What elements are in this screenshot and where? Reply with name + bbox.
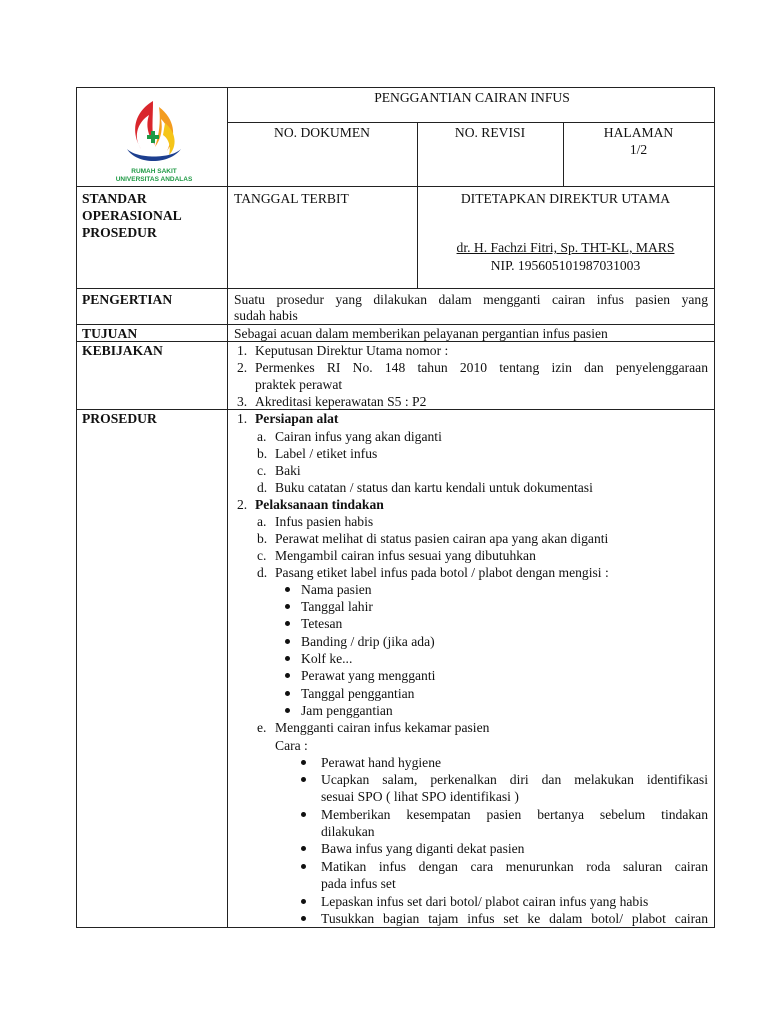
no-dokumen-label: NO. DOKUMEN bbox=[274, 125, 370, 140]
sop-label-1: STANDAR bbox=[82, 191, 147, 206]
halaman-label: HALAMAN bbox=[603, 125, 674, 140]
tujuan-text: Sebagai acuan dalam memberikan pelayanan pergantian infus pasien bbox=[234, 326, 608, 341]
substep-text: Mengganti cairan infus kekamar pasien bbox=[275, 720, 490, 735]
cara-item-cont: sesuai SPO ( lihat SPO identifikasi ) bbox=[321, 789, 519, 804]
grid-line bbox=[227, 88, 228, 927]
step-num: 2. bbox=[237, 497, 248, 512]
substep-letter: b. bbox=[257, 446, 268, 461]
grid-line bbox=[227, 122, 714, 123]
cara-label: Cara : bbox=[275, 738, 308, 753]
step-heading: Persiapan alat bbox=[255, 411, 339, 426]
substep-letter: c. bbox=[257, 463, 267, 478]
etiket-item: Banding / drip (jika ada) bbox=[301, 634, 435, 649]
cara-item: Ucapkan salam, perkenalkan diri dan melakukan identifikasi bbox=[321, 772, 708, 787]
substep-letter: a. bbox=[257, 514, 267, 529]
pengertian-label: PENGERTIAN bbox=[82, 292, 173, 307]
bullet-icon bbox=[285, 587, 290, 592]
etiket-item: Tanggal lahir bbox=[301, 599, 373, 614]
no-revisi-label: NO. REVISI bbox=[454, 125, 526, 140]
substep-letter: d. bbox=[257, 565, 268, 580]
kebijakan-item: Akreditasi keperawatan S5 : P2 bbox=[255, 394, 427, 409]
kebijakan-label: KEBIJAKAN bbox=[82, 343, 163, 358]
bullet-icon bbox=[285, 656, 290, 661]
bullet-icon bbox=[285, 621, 290, 626]
logo-text-1: RUMAH SAKIT bbox=[131, 168, 177, 175]
direktur-name: dr. H. Fachzi Fitri, Sp. THT-KL, MARS bbox=[456, 240, 675, 255]
substep-text: Cairan infus yang akan diganti bbox=[275, 429, 442, 444]
substep-text: Infus pasien habis bbox=[275, 514, 374, 529]
sop-label-2: OPERASIONAL bbox=[82, 208, 182, 223]
etiket-item: Kolf ke... bbox=[301, 651, 353, 666]
grid-line bbox=[77, 186, 714, 187]
substep-text: Label / etiket infus bbox=[275, 446, 378, 461]
tanggal-terbit-label: TANGGAL TERBIT bbox=[234, 191, 349, 206]
kebijakan-num: 2. bbox=[237, 360, 248, 375]
kebijakan-num: 1. bbox=[237, 343, 248, 358]
prosedur-label: PROSEDUR bbox=[82, 411, 157, 426]
logo-flame-yellow bbox=[163, 123, 175, 155]
etiket-item: Tanggal penggantian bbox=[301, 686, 415, 701]
cara-item: Bawa infus yang diganti dekat pasien bbox=[321, 841, 525, 856]
sop-document bbox=[76, 87, 715, 928]
bullet-icon bbox=[285, 604, 290, 609]
etiket-item: Nama pasien bbox=[301, 582, 372, 597]
kebijakan-item-cont: praktek perawat bbox=[255, 377, 343, 392]
tujuan-label: TUJUAN bbox=[82, 326, 138, 341]
step-heading: Pelaksanaan tindakan bbox=[255, 497, 384, 512]
bullet-icon bbox=[285, 673, 290, 678]
substep-text: Buku catatan / status dan kartu kendali untuk dokumentasi bbox=[275, 480, 593, 495]
kebijakan-num: 3. bbox=[237, 394, 248, 409]
substep-text: Pasang etiket label infus pada botol / plabot dengan mengisi : bbox=[275, 565, 609, 580]
hospital-logo bbox=[89, 93, 219, 183]
pengertian-line-2: sudah habis bbox=[234, 308, 298, 323]
bullet-icon bbox=[301, 916, 306, 921]
substep-letter: c. bbox=[257, 548, 267, 563]
step-num: 1. bbox=[237, 411, 248, 426]
substep-letter: b. bbox=[257, 531, 268, 546]
substep-text: Mengambil cairan infus sesuai yang dibutuhkan bbox=[275, 548, 536, 563]
cara-item-cont: pada infus set bbox=[321, 876, 396, 891]
logo-text-2: UNIVERSITAS ANDALAS bbox=[115, 176, 193, 183]
logo-cross-v bbox=[151, 131, 155, 143]
substep-letter: e. bbox=[257, 720, 267, 735]
direktur-nip: NIP. 195605101987031003 bbox=[490, 258, 641, 273]
bullet-icon bbox=[301, 812, 306, 817]
bullet-icon bbox=[285, 708, 290, 713]
ditetapkan-label: DITETAPKAN DIREKTUR UTAMA bbox=[460, 191, 671, 206]
etiket-item: Jam penggantian bbox=[301, 703, 393, 718]
bullet-icon bbox=[301, 760, 306, 765]
substep-text: Perawat melihat di status pasien cairan apa yang akan diganti bbox=[275, 531, 609, 546]
bullet-icon bbox=[285, 691, 290, 696]
kebijakan-item: Keputusan Direktur Utama nomor : bbox=[255, 343, 449, 358]
cara-item: Lepaskan infus set dari botol/ plabot cairan infus yang habis bbox=[321, 894, 649, 909]
etiket-item: Tetesan bbox=[301, 616, 343, 631]
pengertian-line-1: Suatu prosedur yang dilakukan dalam mengganti cairan infus pasien yang bbox=[234, 292, 708, 307]
grid-line bbox=[77, 288, 714, 289]
bullet-icon bbox=[301, 899, 306, 904]
sop-label-3: PROSEDUR bbox=[82, 225, 157, 240]
cara-item: Tusukkan bagian tajam infus set ke dalam botol/ plabot cairan bbox=[321, 911, 708, 926]
cara-item: Matikan infus dengan cara menurunkan roda saluran cairan bbox=[321, 859, 708, 874]
cara-item: Memberikan kesempatan pasien bertanya sebelum tindakan bbox=[321, 807, 708, 822]
cara-item-cont: dilakukan bbox=[321, 824, 375, 839]
bullet-icon bbox=[301, 864, 306, 869]
substep-text: Baki bbox=[275, 463, 301, 478]
substep-letter: a. bbox=[257, 429, 267, 444]
etiket-item: Perawat yang mengganti bbox=[301, 668, 436, 683]
kebijakan-item: Permenkes RI No. 148 tahun 2010 tentang izin dan penyelenggaraan bbox=[255, 360, 708, 375]
halaman-value: 1/2 bbox=[629, 142, 648, 157]
bullet-icon bbox=[301, 777, 306, 782]
logo-swoosh bbox=[127, 149, 181, 161]
bullet-icon bbox=[285, 639, 290, 644]
substep-letter: d. bbox=[257, 480, 268, 495]
bullet-icon bbox=[301, 846, 306, 851]
cara-item: Perawat hand hygiene bbox=[321, 755, 442, 770]
document-title: PENGGANTIAN CAIRAN INFUS bbox=[374, 90, 570, 105]
